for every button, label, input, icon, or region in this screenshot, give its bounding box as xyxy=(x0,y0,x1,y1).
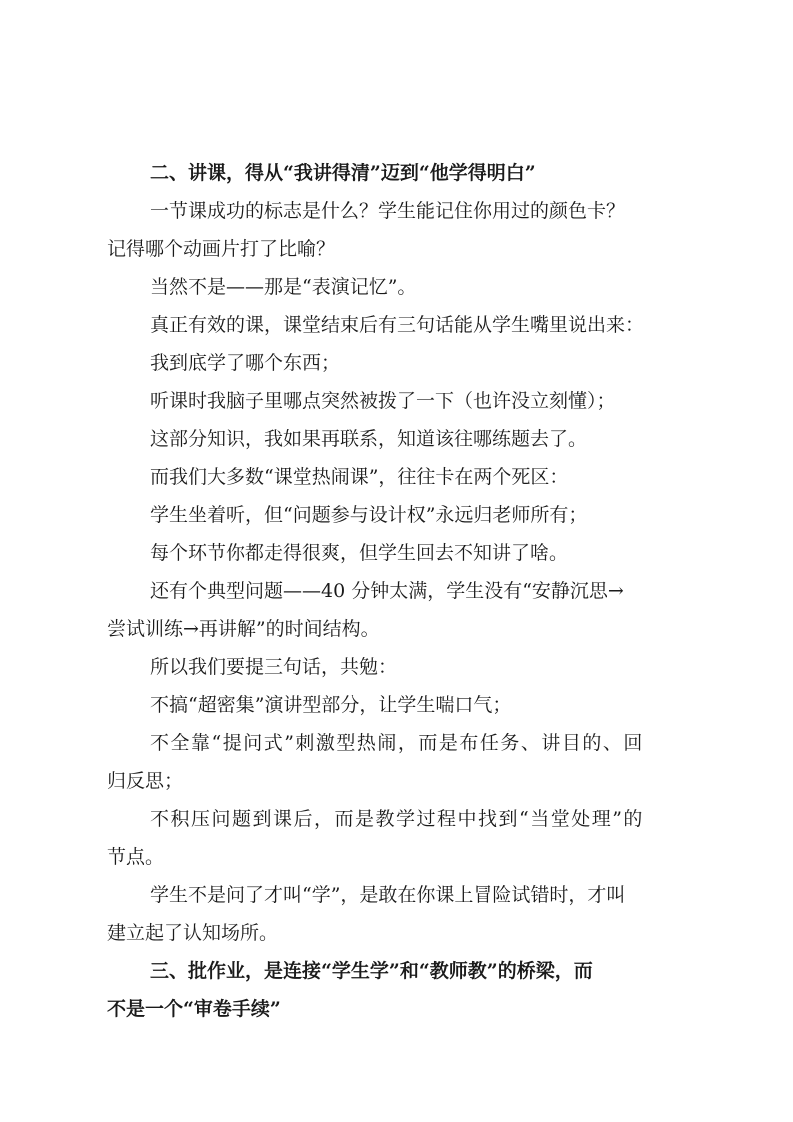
paragraph-1-line-1: 一节课成功的标志是什么？学生能记住你用过的颜色卡？ xyxy=(150,200,626,222)
paragraph-8: 学生坐着听，但“问题参与设计权”永远归老师所有； xyxy=(150,504,588,526)
paragraph-15-line-2: 建立起了认知场所。 xyxy=(107,922,279,944)
paragraph-2: 当然不是——那是“表演记忆”。 xyxy=(150,276,417,298)
section-3-heading-line-2: 不是一个“审卷手续” xyxy=(107,998,281,1020)
paragraph-3: 真正有效的课，课堂结束后有三句话能从学生嘴里说出来： xyxy=(150,314,645,336)
section-3-heading-line-1: 三、批作业，是连接“学生学”和“教师教”的桥梁，而 xyxy=(150,960,593,982)
paragraph-12: 不搞“超密集”演讲型部分，让学生喘口气； xyxy=(150,694,512,716)
paragraph-10-line-2: 尝试训练→再讲解”的时间结构。 xyxy=(107,618,380,640)
paragraph-14-line-1: 不积压问题到课后，而是教学过程中找到“当堂处理”的 xyxy=(150,808,644,830)
paragraph-1-line-2: 记得哪个动画片打了比喻？ xyxy=(107,238,336,260)
section-2-heading: 二、讲课，得从“我讲得清”迈到“他学得明白” xyxy=(150,162,536,184)
paragraph-15-line-1: 学生不是问了才叫“学”，是敢在你课上冒险试错时，才叫 xyxy=(150,884,626,906)
paragraph-13-line-1: 不全靠“提问式”刺激型热闹，而是布任务、讲目的、回 xyxy=(150,732,644,754)
paragraph-13-line-2: 归反思； xyxy=(107,770,184,792)
paragraph-6: 这部分知识，我如果再联系，知道该往哪练题去了。 xyxy=(150,428,588,450)
paragraph-14-line-2: 节点。 xyxy=(107,846,165,868)
paragraph-11: 所以我们要提三句话，共勉： xyxy=(150,656,398,678)
paragraph-10-line-1: 还有个典型问题——40 分钟太满，学生没有“安静沉思→ xyxy=(150,580,624,602)
paragraph-7: 而我们大多数“课堂热闹课”，往往卡在两个死区： xyxy=(150,466,569,488)
paragraph-4: 我到底学了哪个东西； xyxy=(150,352,341,374)
paragraph-9: 每个环节你都走得很爽，但学生回去不知讲了啥。 xyxy=(150,542,569,564)
paragraph-5: 听课时我脑子里哪点突然被拨了一下（也许没立刻懂）； xyxy=(150,390,616,412)
